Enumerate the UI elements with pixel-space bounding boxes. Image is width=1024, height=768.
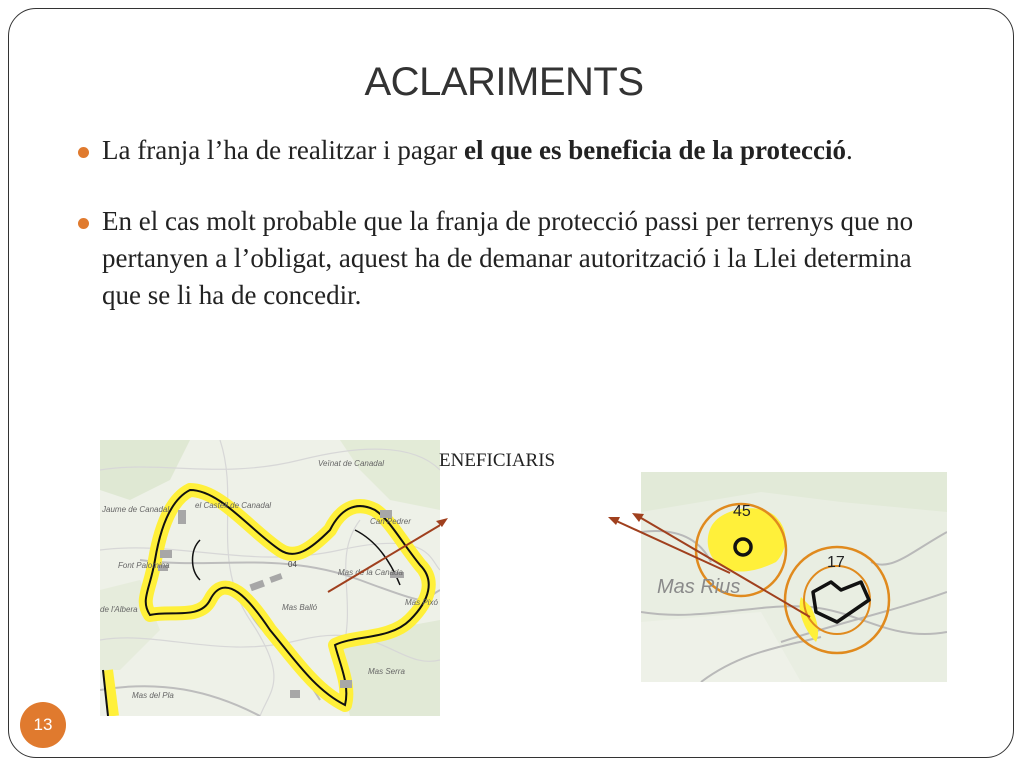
map-label: 17 bbox=[827, 554, 845, 571]
bullet-item-1 bbox=[78, 132, 948, 169]
partial-label: ENEFICIARIS bbox=[439, 450, 556, 471]
map-label: Mas Pixó bbox=[405, 598, 438, 607]
map-label: Mas del Pla bbox=[132, 691, 174, 700]
map-label: Mas Rius bbox=[657, 576, 741, 598]
bullet-bold-text: el que es beneficia de la protecció bbox=[464, 135, 846, 165]
map-label: 45 bbox=[733, 503, 751, 520]
map-label: el Castell de Canadal bbox=[195, 501, 272, 510]
bullet-item-2 bbox=[78, 203, 948, 314]
map-label: Mas Balló bbox=[282, 603, 318, 612]
map-right-arrows bbox=[600, 505, 830, 625]
bullet-text: La franja l’ha de realitzar i pagar bbox=[102, 135, 465, 165]
bullet-text-end: . bbox=[845, 135, 853, 165]
map-label: Mas Serra bbox=[368, 667, 405, 676]
bullet-list bbox=[78, 132, 948, 348]
bullet-text: En el cas molt probable que la franja de protecció passi per terrenys que no pertanyen a l’obligat, aquest ha de demanar autorització i la Llei determina que se li ha de concedir. bbox=[102, 206, 914, 310]
map-label: Font Palomina bbox=[118, 561, 170, 570]
map-label: 04 bbox=[288, 560, 297, 569]
map-left bbox=[100, 440, 440, 716]
map-left-image bbox=[100, 440, 440, 716]
bullet-dot-icon bbox=[78, 147, 89, 158]
map-label: Mas de la Canada bbox=[338, 568, 403, 577]
map-label: Can Pedrer bbox=[370, 517, 411, 526]
map-label: Jaume de Canadal bbox=[102, 505, 170, 514]
page-number-badge: 13 bbox=[20, 702, 66, 748]
map-label: de l'Albera bbox=[100, 605, 138, 614]
slide-title: ACLARIMENTS bbox=[364, 60, 644, 104]
arrow-head-icon bbox=[435, 512, 455, 532]
map-label: Veïnat de Canadal bbox=[318, 459, 384, 468]
bullet-dot-icon bbox=[78, 218, 89, 229]
